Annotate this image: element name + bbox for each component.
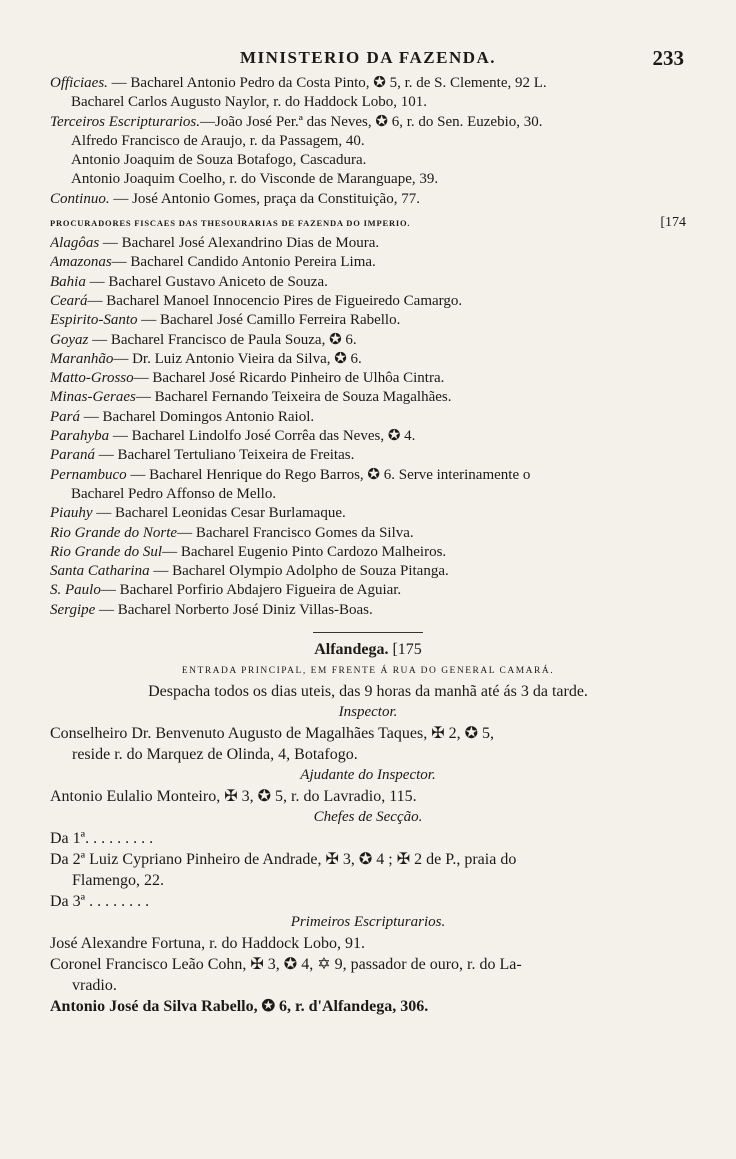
inspector-heading: Inspector. bbox=[338, 704, 398, 721]
primeiros-heading: Primeiros Escripturarios. bbox=[290, 914, 446, 931]
list-item: Bahia — Bacharel Gustavo Aniceto de Souza. bbox=[50, 273, 328, 290]
list-item: Sergipe — Bacharel Norberto José Diniz Villas-Boas. bbox=[50, 601, 373, 618]
list-item: Paraná — Bacharel Tertuliano Teixeira de Freitas. bbox=[50, 447, 355, 464]
entry-line: Continuo. — José Antonio Gomes, praça da Constituição, 77. bbox=[50, 190, 420, 207]
list-item: Piauhy — Bacharel Leonidas Cesar Burlamaque. bbox=[50, 505, 346, 522]
list-item: Espirito-Santo — Bacharel José Camillo Ferreira Rabello. bbox=[50, 312, 401, 329]
alfandega-title: Alfandega. [175 bbox=[314, 641, 422, 659]
list-item: Bacharel Pedro Affonso de Mello. bbox=[71, 485, 277, 502]
entry-line: vradio. bbox=[72, 977, 117, 995]
list-item: Santa Catharina — Bacharel Olympio Adolpho de Souza Pitanga. bbox=[50, 563, 449, 580]
list-item: Rio Grande do Sul— Bacharel Eugenio Pinto Cardozo Malheiros. bbox=[50, 543, 447, 560]
chefes-heading: Chefes de Secção. bbox=[313, 809, 423, 826]
entry-line: Antonio Eulalio Monteiro, ✠ 3, ✪ 5, r. do Lavradio, 115. bbox=[50, 788, 417, 806]
procuradores-list bbox=[50, 234, 686, 620]
entry-line: Alfredo Francisco de Araujo, r. da Passagem, 40. bbox=[71, 132, 365, 149]
alfandega-address: ENTRADA PRINCIPAL, EM FRENTE Á RUA DO GENERAL CAMARÁ. bbox=[181, 666, 555, 677]
entry-line: Antonio José da Silva Rabello, ✪ 6, r. d'Alfandega, 306. bbox=[50, 998, 429, 1016]
list-item: Matto-Grosso— Bacharel José Ricardo Pinheiro de Ulhôa Cintra. bbox=[50, 370, 445, 387]
entry-line: Flamengo, 22. bbox=[72, 872, 164, 890]
list-item: Rio Grande do Norte— Bacharel Francisco Gomes da Silva. bbox=[50, 524, 414, 541]
page-content bbox=[50, 74, 686, 1017]
list-item: Goyaz — Bacharel Francisco de Paula Souza, ✪ 6. bbox=[50, 331, 357, 348]
entry-line: Antonio Joaquim Coelho, r. do Visconde de Maranguape, 39. bbox=[71, 171, 439, 188]
entry-line: Bacharel Carlos Augusto Naylor, r. do Haddock Lobo, 101. bbox=[71, 94, 428, 111]
alfandega-hours: Despacha todos os dias uteis, das 9 horas da manhã até ás 3 da tarde. bbox=[148, 683, 588, 701]
officials-block bbox=[50, 74, 686, 209]
list-item: Ceará— Bacharel Manoel Innocencio Pires de Figueiredo Camargo. bbox=[50, 292, 463, 309]
page-title: MINISTERIO DA FAZENDA. bbox=[239, 48, 497, 67]
list-item: Pará — Bacharel Domingos Antonio Raiol. bbox=[50, 408, 315, 425]
procuradores-heading: PROCURADORES FISCAES DAS THESOURARIAS DE FAZENDA DO IMPERIO. [174 bbox=[50, 215, 686, 231]
list-item: Parahyba — Bacharel Lindolfo José Corrêa das Neves, ✪ 4. bbox=[50, 428, 416, 445]
entry-line: Terceiros Escripturarios.—João José Per.ª das Neves, ✪ 6, r. do Sen. Euzebio, 30. bbox=[50, 113, 543, 130]
entry-line: Da 2ª Luiz Cypriano Pinheiro de Andrade, ✠ 3, ✪ 4 ; ✠ 2 de P., praia do bbox=[50, 851, 517, 869]
list-item: Alagôas — Bacharel José Alexandrino Dias de Moura. bbox=[50, 235, 380, 252]
section-divider bbox=[313, 632, 423, 633]
entry-line: Antonio Joaquim de Souza Botafogo, Cascadura. bbox=[71, 152, 367, 169]
list-item: Pernambuco — Bacharel Henrique do Rego Barros, ✪ 6. Serve interinamente o bbox=[50, 466, 531, 483]
page-number: 233 bbox=[652, 46, 684, 70]
list-item: Maranhão— Dr. Luiz Antonio Vieira da Silva, ✪ 6. bbox=[50, 350, 362, 367]
entry-line: reside r. do Marquez de Olinda, 4, Botafogo. bbox=[72, 746, 358, 764]
entry-line: Da 1ª. . . . . . . . . bbox=[50, 830, 154, 848]
ajudante-heading: Ajudante do Inspector. bbox=[300, 767, 436, 784]
list-item: S. Paulo— Bacharel Porfirio Abdajero Figueira de Aguiar. bbox=[50, 582, 402, 599]
entry-line: José Alexandre Fortuna, r. do Haddock Lobo, 91. bbox=[50, 935, 366, 953]
entry-line: Coronel Francisco Leão Cohn, ✠ 3, ✪ 4, ✡ 9, passador de ouro, r. do La- bbox=[50, 956, 522, 974]
entry-line: Da 3ª . . . . . . . . bbox=[50, 893, 150, 911]
list-item: Amazonas— Bacharel Candido Antonio Pereira Lima. bbox=[50, 254, 376, 271]
list-item: Minas-Geraes— Bacharel Fernando Teixeira de Souza Magalhães. bbox=[50, 389, 452, 406]
page-header bbox=[52, 46, 684, 72]
entry-line: Officiaes. — Bacharel Antonio Pedro da Costa Pinto, ✪ 5, r. de S. Clemente, 92 L. bbox=[50, 75, 547, 91]
entry-line: Conselheiro Dr. Benvenuto Augusto de Magalhães Taques, ✠ 2, ✪ 5, bbox=[50, 725, 494, 743]
